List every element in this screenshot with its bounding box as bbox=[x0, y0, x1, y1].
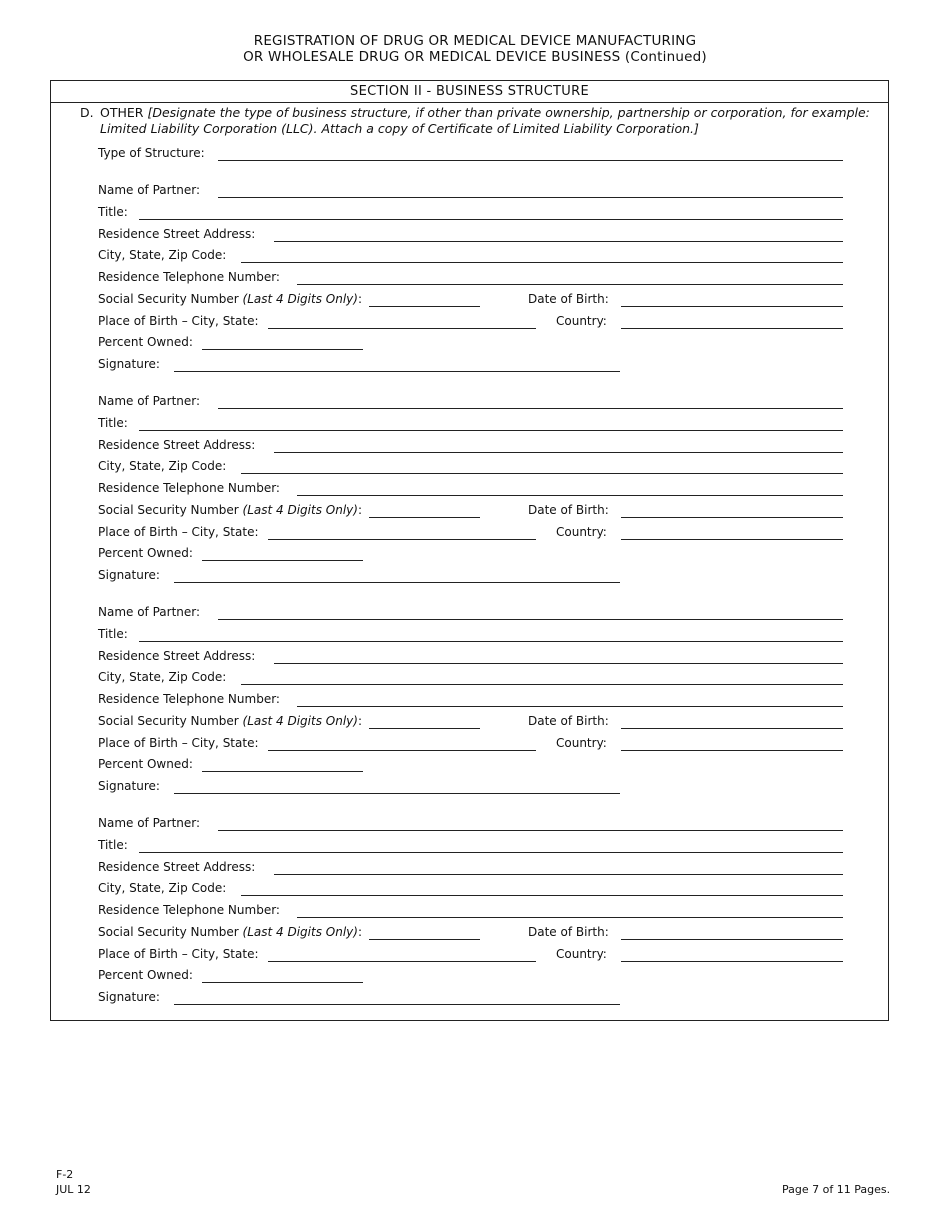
partner-3-street-label: Residence Street Address: bbox=[98, 649, 256, 663]
form-id: F-2 bbox=[56, 1168, 74, 1181]
ssn-label-text: Social Security Number bbox=[98, 292, 239, 306]
partner-2-name-label: Name of Partner: bbox=[98, 394, 201, 408]
partner-3-dob-label: Date of Birth: bbox=[528, 714, 609, 728]
partner-1-percent-field[interactable] bbox=[202, 349, 363, 350]
partner-4-phone-field[interactable] bbox=[297, 917, 843, 918]
partner-3-ssn-label bbox=[98, 714, 362, 728]
partner-1-pob-field[interactable] bbox=[268, 328, 536, 329]
partner-1-signature-field[interactable] bbox=[174, 371, 620, 372]
partner-2-street-field[interactable] bbox=[274, 452, 843, 453]
partner-1-dob-label: Date of Birth: bbox=[528, 292, 609, 306]
partner-3-name-label: Name of Partner: bbox=[98, 605, 201, 619]
partner-3-country-label: Country: bbox=[556, 736, 607, 750]
partner-3-country-field[interactable] bbox=[621, 750, 843, 751]
partner-3-street-field[interactable] bbox=[274, 663, 843, 664]
partner-4-percent-label: Percent Owned: bbox=[98, 968, 193, 982]
partner-1-pob-label: Place of Birth – City, State: bbox=[98, 314, 259, 328]
partner-1-name-field[interactable] bbox=[218, 197, 843, 198]
partner-4-title-label: Title: bbox=[98, 838, 128, 852]
partner-1-country-label: Country: bbox=[556, 314, 607, 328]
partner-4-dob-label: Date of Birth: bbox=[528, 925, 609, 939]
partner-2-name-field[interactable] bbox=[218, 408, 843, 409]
partner-2-title-label: Title: bbox=[98, 416, 128, 430]
partner-4-percent-field[interactable] bbox=[202, 982, 363, 983]
partner-3-pob-label: Place of Birth – City, State: bbox=[98, 736, 259, 750]
partner-2-ssn-field[interactable] bbox=[369, 517, 480, 518]
partner-4-pob-field[interactable] bbox=[268, 961, 536, 962]
partner-3-title-label: Title: bbox=[98, 627, 128, 641]
ssn-label-note: (Last 4 Digits Only) bbox=[242, 714, 358, 728]
partner-1-ssn-label bbox=[98, 292, 362, 306]
ssn-label-note: (Last 4 Digits Only) bbox=[242, 925, 358, 939]
form-title-line-2: OR WHOLESALE DRUG OR MEDICAL DEVICE BUSINESS (Continued) bbox=[243, 49, 707, 65]
partner-4-signature-label: Signature: bbox=[98, 990, 160, 1004]
ssn-label-colon: : bbox=[357, 292, 362, 306]
ssn-label-note: (Last 4 Digits Only) bbox=[242, 503, 358, 517]
partner-2-signature-label: Signature: bbox=[98, 568, 160, 582]
partner-4-street-field[interactable] bbox=[274, 874, 843, 875]
partner-2-dob-label: Date of Birth: bbox=[528, 503, 609, 517]
partner-4-name-field[interactable] bbox=[218, 830, 843, 831]
item-label: OTHER bbox=[100, 105, 144, 120]
form-title-line-1: REGISTRATION OF DRUG OR MEDICAL DEVICE MANUFACTURING bbox=[253, 33, 697, 49]
partner-4-phone-label: Residence Telephone Number: bbox=[98, 903, 280, 917]
ssn-label-text: Social Security Number bbox=[98, 714, 239, 728]
partner-2-country-field[interactable] bbox=[621, 539, 843, 540]
partner-1-street-field[interactable] bbox=[274, 241, 843, 242]
partner-4-ssn-label bbox=[98, 925, 362, 939]
page-number: Page 7 of 11 Pages. bbox=[782, 1183, 891, 1196]
ssn-label-colon: : bbox=[357, 925, 362, 939]
partner-2-ssn-label bbox=[98, 503, 362, 517]
partner-3-title-field[interactable] bbox=[139, 641, 843, 642]
partner-2-city-label: City, State, Zip Code: bbox=[98, 459, 227, 473]
partner-3-phone-field[interactable] bbox=[297, 706, 843, 707]
partner-3-ssn-field[interactable] bbox=[369, 728, 480, 729]
item-instructions: [Designate the type of business structure, if other than private ownership, partnership or corporation, for example: Limited Liability Corporation (LLC). Attach a copy of Certificate of Limited Liability Corporation.] bbox=[100, 105, 870, 136]
section-title: SECTION II - BUSINESS STRUCTURE bbox=[51, 81, 888, 103]
partner-3-city-field[interactable] bbox=[241, 684, 843, 685]
partner-1-signature-label: Signature: bbox=[98, 357, 160, 371]
partner-4-street-label: Residence Street Address: bbox=[98, 860, 256, 874]
ssn-label-text: Social Security Number bbox=[98, 503, 239, 517]
partner-3-signature-field[interactable] bbox=[174, 793, 620, 794]
partner-4-dob-field[interactable] bbox=[621, 939, 843, 940]
partner-2-percent-field[interactable] bbox=[202, 560, 363, 561]
partner-2-dob-field[interactable] bbox=[621, 517, 843, 518]
ssn-label-colon: : bbox=[357, 503, 362, 517]
partner-4-pob-label: Place of Birth – City, State: bbox=[98, 947, 259, 961]
partner-1-percent-label: Percent Owned: bbox=[98, 335, 193, 349]
partner-1-street-label: Residence Street Address: bbox=[98, 227, 256, 241]
partner-1-city-field[interactable] bbox=[241, 262, 843, 263]
partner-4-country-label: Country: bbox=[556, 947, 607, 961]
partner-1-phone-field[interactable] bbox=[297, 284, 843, 285]
form-date: JUL 12 bbox=[56, 1183, 91, 1196]
partner-1-phone-label: Residence Telephone Number: bbox=[98, 270, 280, 284]
business-structure-section bbox=[50, 80, 889, 1021]
partner-1-dob-field[interactable] bbox=[621, 306, 843, 307]
partner-3-percent-field[interactable] bbox=[202, 771, 363, 772]
ssn-label-text: Social Security Number bbox=[98, 925, 239, 939]
type-of-structure-label: Type of Structure: bbox=[98, 146, 205, 160]
partner-3-percent-label: Percent Owned: bbox=[98, 757, 193, 771]
partner-4-name-label: Name of Partner: bbox=[98, 816, 201, 830]
partner-4-city-field[interactable] bbox=[241, 895, 843, 896]
partner-3-dob-field[interactable] bbox=[621, 728, 843, 729]
partner-4-signature-field[interactable] bbox=[174, 1004, 620, 1005]
partner-1-city-label: City, State, Zip Code: bbox=[98, 248, 227, 262]
partner-1-country-field[interactable] bbox=[621, 328, 843, 329]
partner-2-percent-label: Percent Owned: bbox=[98, 546, 193, 560]
partner-2-city-field[interactable] bbox=[241, 473, 843, 474]
partner-4-country-field[interactable] bbox=[621, 961, 843, 962]
partner-2-signature-field[interactable] bbox=[174, 582, 620, 583]
partner-4-ssn-field[interactable] bbox=[369, 939, 480, 940]
partner-4-city-label: City, State, Zip Code: bbox=[98, 881, 227, 895]
partner-2-country-label: Country: bbox=[556, 525, 607, 539]
partner-2-title-field[interactable] bbox=[139, 430, 843, 431]
partner-4-title-field[interactable] bbox=[139, 852, 843, 853]
partner-2-phone-label: Residence Telephone Number: bbox=[98, 481, 280, 495]
partner-1-name-label: Name of Partner: bbox=[98, 183, 201, 197]
partner-2-pob-label: Place of Birth – City, State: bbox=[98, 525, 259, 539]
ssn-label-note: (Last 4 Digits Only) bbox=[242, 292, 358, 306]
partner-1-ssn-field[interactable] bbox=[369, 306, 480, 307]
partner-1-title-label: Title: bbox=[98, 205, 128, 219]
partner-2-pob-field[interactable] bbox=[268, 539, 536, 540]
type-of-structure-field[interactable] bbox=[218, 160, 843, 161]
partner-3-signature-label: Signature: bbox=[98, 779, 160, 793]
item-description bbox=[100, 105, 870, 136]
ssn-label-colon: : bbox=[357, 714, 362, 728]
partner-1-title-field[interactable] bbox=[139, 219, 843, 220]
partner-2-street-label: Residence Street Address: bbox=[98, 438, 256, 452]
partner-3-name-field[interactable] bbox=[218, 619, 843, 620]
partner-3-phone-label: Residence Telephone Number: bbox=[98, 692, 280, 706]
partner-3-city-label: City, State, Zip Code: bbox=[98, 670, 227, 684]
item-letter: D. bbox=[80, 105, 94, 120]
partner-2-phone-field[interactable] bbox=[297, 495, 843, 496]
partner-3-pob-field[interactable] bbox=[268, 750, 536, 751]
